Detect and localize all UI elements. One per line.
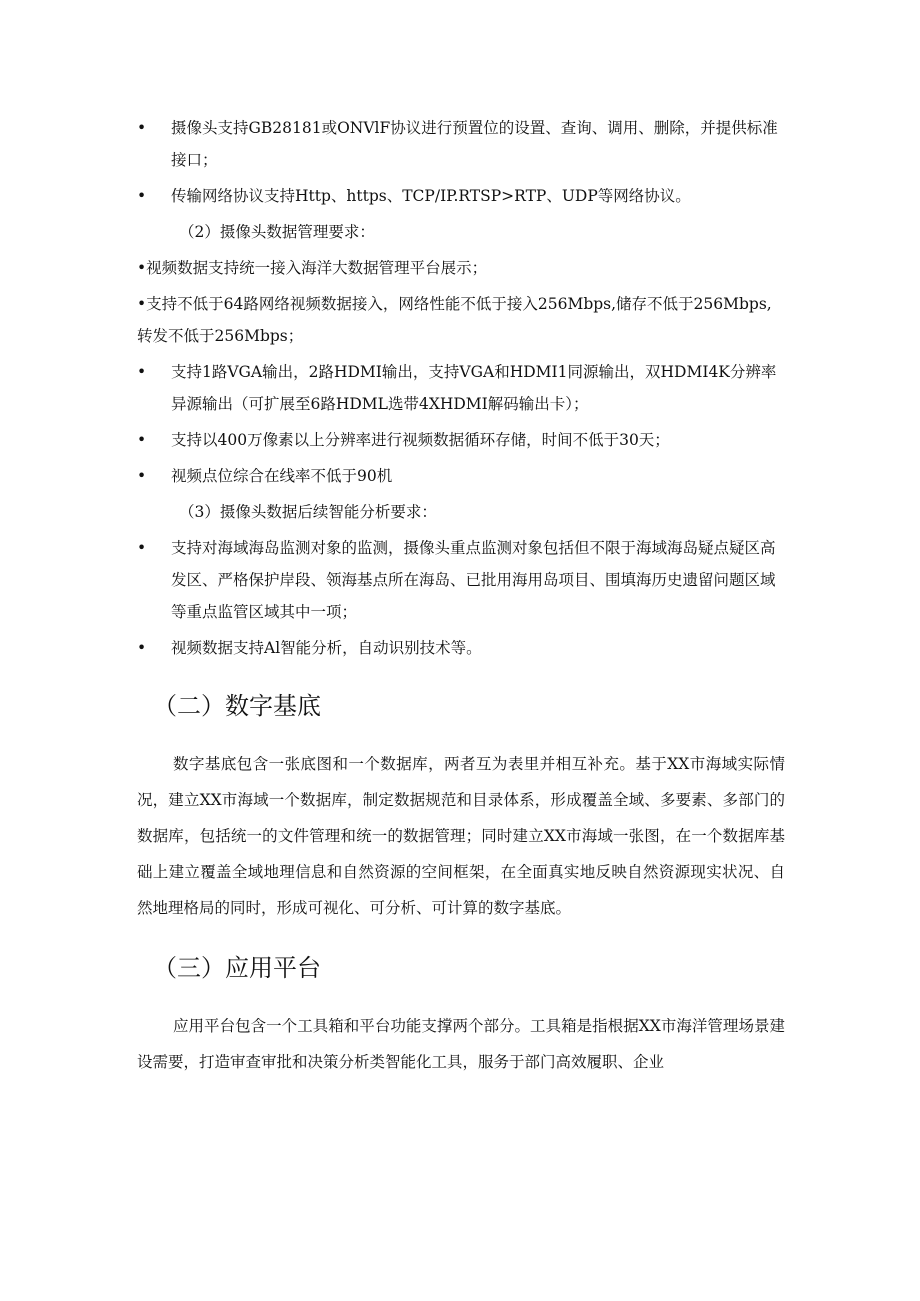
list-item-text: 支持1路VGA输出，2路HDMI输出，支持VGA和HDMI1同源输出，双HDMI4K分辨率异源输出（可扩展至6路HDML选带4XHDMI解码输出卡）； [171,363,777,413]
bullet-icon: • [137,363,147,381]
list-item-text: 摄像头支持GB28181或ONVlF协议进行预置位的设置、查询、调用、删除，并提供标准接口； [171,119,778,169]
list-item-text: 视频点位综合在线率不低于90机 [171,467,393,485]
bullet-icon: • [137,539,147,557]
list-item [137,180,785,212]
bullet-icon: • [137,431,147,449]
list-item [137,424,785,456]
list-item-text: 传输网络协议支持Http、https、TCP/IP.RTSP>RTP、UDP等网络协议。 [171,187,691,205]
list-item: •支持不低于64路网络视频数据接入，网络性能不低于接入256Mbps,储存不低于256Mbps,转发不低于256Mbps； [137,295,772,345]
subsection-heading: （3）摄像头数据后续智能分析要求： [179,503,437,521]
section-paragraph: 应用平台包含一个工具箱和平台功能支撑两个部分。工具箱是指根据XX市海洋管理场景建设需要，打造审查审批和决策分析类智能化工具，服务于部门高效履职、企业 [137,1017,785,1071]
list-item [137,112,785,176]
bullet-icon: • [137,639,147,657]
page-content [137,112,785,1080]
list-item [137,356,785,420]
section-paragraph: 数字基底包含一张底图和一个数据库，两者互为表里并相互补充。基于XX市海域实际情况，建立XX市海域一个数据库，制定数据规范和目录体系，形成覆盖全域、多要素、多部门的数据库，包括统一的文件管理和统一的数据管理；同时建立XX市海域一张图，在一个数据库基础上建立覆盖全域地理信息和自然资源的空间框架，在全面真实地反映自然资源现实状况、自然地理格局的同时，形成可视化、可分析、可计算的数字基底。 [137,755,785,917]
list-item-text: 支持对海域海岛监测对象的监测，摄像头重点监测对象包括但不限于海域海岛疑点疑区高发区、严格保护岸段、领海基点所在海岛、已批用海用岛项目、围填海历史遗留问题区域等重点监管区域其中一项； [171,539,776,621]
bullet-icon: • [137,467,147,485]
section-title: （二）数字基底 [153,692,321,720]
list-item [137,460,785,492]
bullet-icon: • [137,187,147,205]
bullet-icon: • [137,119,147,137]
list-item: •视频数据支持统一接入海洋大数据管理平台展示； [137,259,488,277]
section-title: （三）应用平台 [153,954,321,982]
list-item-text: 视频数据支持Al智能分析，自动识别技术等。 [171,639,482,657]
list-item [137,632,785,664]
subsection-heading: （2）摄像头数据管理要求： [179,223,375,241]
list-item [137,532,785,628]
list-item-text: 支持以400万像素以上分辨率进行视频数据循环存储，时间不低于30天； [171,431,670,449]
